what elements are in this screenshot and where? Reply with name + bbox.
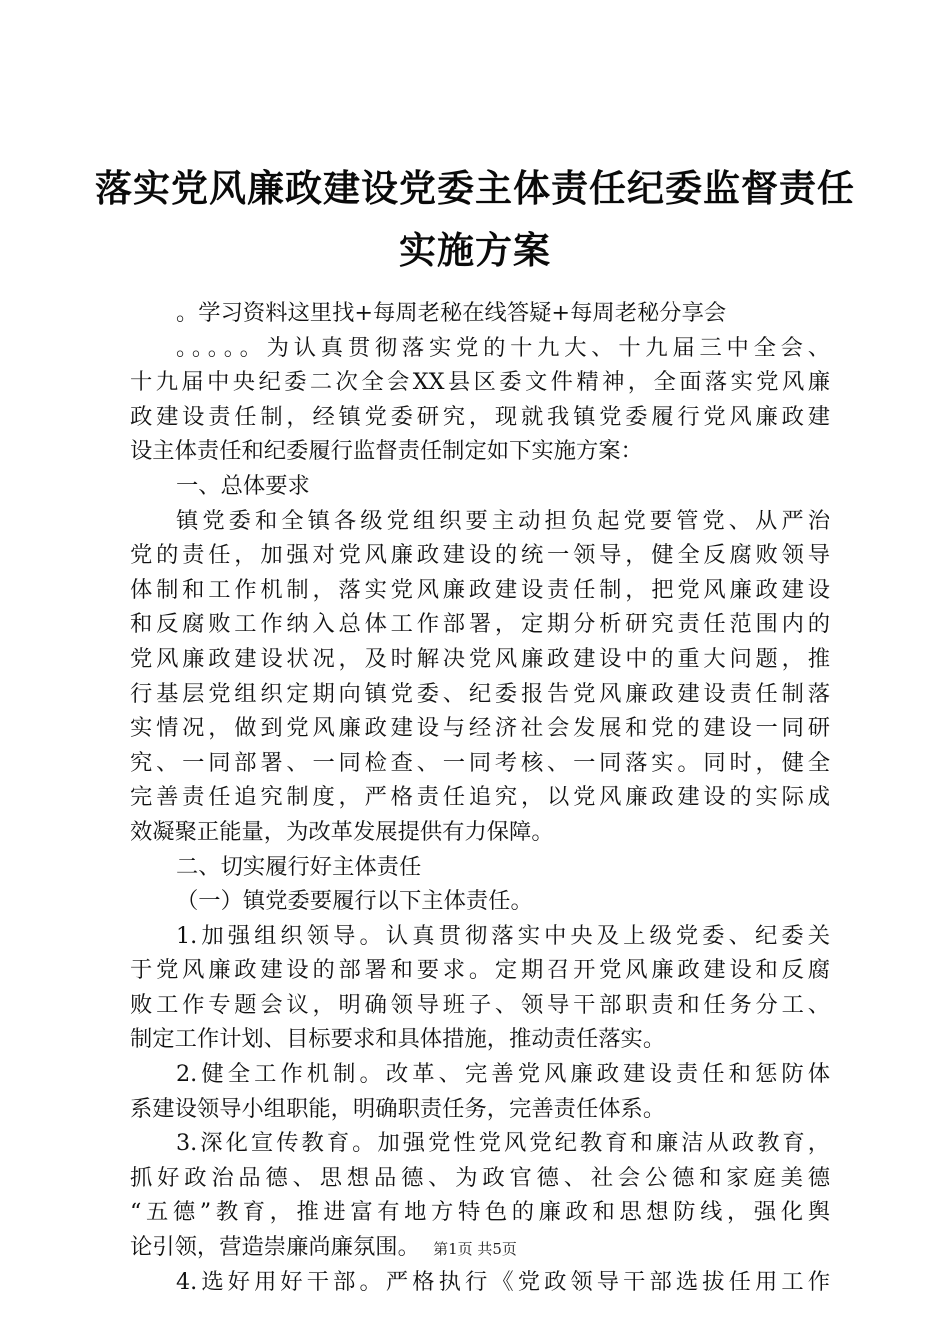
document-title-line-1: 落实党风廉政建设党委主体责任纪委监督责任 <box>95 167 855 210</box>
text-line: 制定工作计划、目标要求和具体措施，推动责任落实。 <box>130 1026 666 1053</box>
text-line: 论引领，营造崇廉尚廉氛围。 <box>130 1234 420 1261</box>
document-title-line-2: 实施方案 <box>399 229 551 272</box>
text-line: 党风廉政建设状况，及时解决党风廉政建设中的重大问题，推 <box>130 645 830 672</box>
text-line: 实情况，做到党风廉政建设与经济社会发展和党的建设一同研 <box>130 715 830 742</box>
text-line: 3.深化宣传教育。加强党性党风党纪教育和廉洁从政教育， <box>176 1130 830 1157</box>
page-number-footer: 第1页 共5页 <box>433 1240 517 1258</box>
text-line: 。。。。。为认真贯彻落实党的十九大、十九届三中全会、 <box>176 334 830 361</box>
text-line: 效凝聚正能量，为改革发展提供有力保障。 <box>130 818 554 845</box>
text-line: 败工作专题会议，明确领导班子、领导干部职责和任务分工、 <box>130 991 830 1018</box>
section-heading: 一、总体要求 <box>176 472 310 499</box>
text-line: 十九届中央纪委二次全会XX县区委文件精神，全面落实党风廉 <box>130 369 830 396</box>
text-line: 系建设领导小组职能，明确职责任务，完善责任体系。 <box>130 1095 666 1122</box>
text-line: 。学习资料这里找+每周老秘在线答疑+每周老秘分享会 <box>176 300 727 326</box>
text-line: 2.健全工作机制。改革、完善党风廉政建设责任和惩防体 <box>176 1061 830 1088</box>
text-line: 政建设责任制，经镇党委研究，现就我镇党委履行党风廉政建 <box>130 403 830 430</box>
text-line: 1.加强组织领导。认真贯彻落实中央及上级党委、纪委关 <box>176 922 830 949</box>
text-line: 于党风廉政建设的部署和要求。定期召开党风廉政建设和反腐 <box>130 957 830 984</box>
text-line: 设主体责任和纪委履行监督责任制定如下实施方案： <box>130 438 643 465</box>
text-line: 和反腐败工作纳入总体工作部署，定期分析研究责任范围内的 <box>130 611 830 638</box>
text-line: 镇党委和全镇各级党组织要主动担负起党要管党、从严治 <box>176 507 830 534</box>
section-heading: 二、切实履行好主体责任 <box>176 853 422 880</box>
text-line: 抓好政治品德、思想品德、为政官德、社会公德和家庭美德 <box>130 1164 830 1191</box>
text-line: 行基层党组织定期向镇党委、纪委报告党风廉政建设责任制落 <box>130 680 830 707</box>
text-line: 完善责任追究制度，严格责任追究，以党风廉政建设的实际成 <box>130 784 830 811</box>
text-line: 体制和工作机制，落实党风廉政建设责任制，把党风廉政建设 <box>130 576 830 603</box>
text-line: “五德”教育，推进富有地方特色的廉政和思想防线，强化舆 <box>130 1199 830 1226</box>
document-body <box>130 296 830 1299</box>
text-line: 究、一同部署、一同检查、一同考核、一同落实。同时，健全 <box>130 749 830 776</box>
subsection-heading: （一）镇党委要履行以下主体责任。 <box>176 888 533 915</box>
text-line: 4.选好用好干部。严格执行《党政领导干部选拔任用工作 <box>176 1268 830 1295</box>
text-line: 党的责任，加强对党风廉政建设的统一领导，健全反腐败领导 <box>130 542 830 569</box>
